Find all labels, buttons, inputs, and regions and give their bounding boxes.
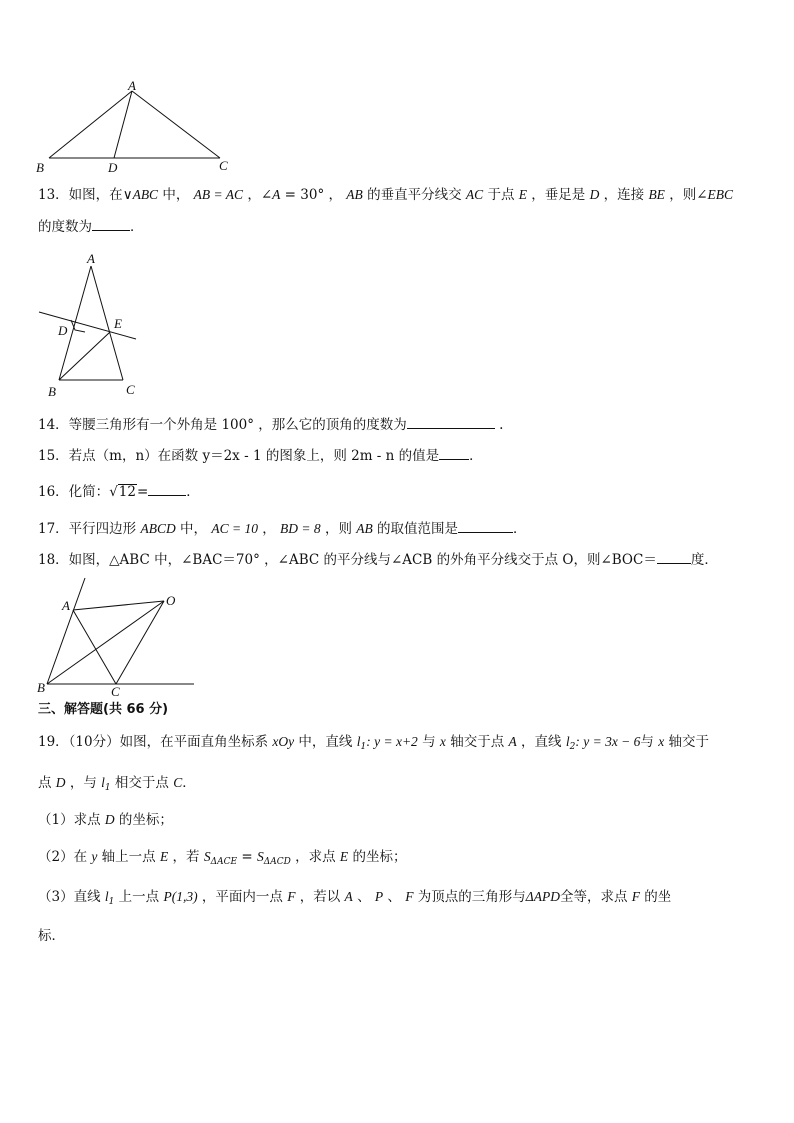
answer-blank [148, 483, 186, 496]
q19-text: 、 [383, 889, 406, 905]
q13-var: AC [465, 187, 484, 202]
q16-text: = [136, 484, 149, 500]
q19-text: 全等，求点 [559, 889, 632, 905]
q17-text: ． [513, 521, 527, 537]
label-a: A [87, 251, 95, 266]
q13-var: E [518, 187, 527, 202]
q19-eq: : y = 3x − 6 [575, 734, 641, 749]
q19-var: P(1,3) [163, 889, 198, 904]
q19-var: x [439, 734, 446, 749]
q13-var: A [272, 187, 281, 202]
label-c: C [219, 158, 228, 173]
answer-blank [92, 218, 130, 231]
q19-var: y [91, 849, 98, 864]
q19-text: ，平面内一点 [197, 889, 288, 905]
q19-var: D [55, 775, 66, 790]
figure-triangle-abd [30, 80, 240, 175]
q19-text: 中，直线 [294, 734, 357, 750]
q19-text: ． [182, 775, 196, 791]
q13-text: 中， [158, 187, 194, 203]
q19-var: l [104, 889, 109, 904]
q19-text: 的坐 [640, 889, 672, 905]
q19-text: ，若 [168, 849, 204, 865]
q19-var: l [356, 734, 361, 749]
q19-text: 相交于点 [110, 775, 174, 791]
q19-text: ，与 [65, 775, 102, 791]
q13-text: 13．如图，在 [38, 187, 123, 203]
q13-var: BE [648, 187, 665, 202]
q15-text: ． [469, 448, 483, 464]
q13-text: ，连接 [599, 187, 649, 203]
q13-text: ． [130, 219, 144, 235]
q13-text: 于点 [483, 187, 519, 203]
answer-blank [439, 447, 469, 460]
q13-var: EBC [707, 187, 734, 202]
q19-text: （3）直线 [38, 889, 105, 905]
q13-triangle: ∨ABC [122, 187, 159, 202]
q17-var: BD = 8 [280, 521, 321, 536]
q19-text: ，直线 [516, 734, 566, 750]
question-15 [38, 447, 483, 465]
figure-triangle-perpendicular-bisector [30, 250, 150, 400]
q19-var: A [344, 889, 353, 904]
label-o: O [166, 593, 176, 608]
q19-text: 19．（10分）如图，在平面直角坐标系 [38, 734, 273, 750]
question-14 [38, 416, 503, 434]
label-b: B [48, 384, 56, 399]
figure-triangle-angle-bisectors [30, 572, 220, 702]
q13-text: ，垂足是 [527, 187, 590, 203]
q13-var: AB [346, 187, 363, 202]
q13-var: D [589, 187, 600, 202]
q19-var: D [104, 812, 115, 827]
q19-var: F [405, 889, 414, 904]
q19-text: 轴上一点 [97, 849, 160, 865]
q19-text: 的坐标； [348, 849, 407, 865]
q13-text: 的垂直平分线交 [362, 187, 466, 203]
q19-text: ，若以 [295, 889, 345, 905]
q19-text: 与 [417, 734, 440, 750]
q17-text: ， [257, 521, 281, 537]
q19-var: S [256, 849, 264, 864]
question-16 [38, 483, 200, 501]
label-d: D [108, 160, 118, 175]
label-b: B [37, 680, 45, 695]
q19-var: F [287, 889, 296, 904]
q19-text: 与 [640, 734, 659, 750]
q13-text: ，∠ [243, 187, 273, 203]
label-a: A [128, 80, 136, 93]
answer-blank [458, 520, 513, 533]
question-19-line-1 [38, 733, 709, 756]
q19-var: l [101, 775, 105, 790]
q19-text: 上一点 [114, 889, 164, 905]
q17-var: AC = 10 [211, 521, 258, 536]
q19-var: E [159, 849, 169, 864]
q18-text: 度． [690, 552, 718, 568]
q13-eq: AB = AC [193, 187, 244, 202]
q19-sub: 1 [360, 742, 367, 752]
q13-text: ，则∠ [664, 187, 708, 203]
q19-sub: ΔACD [263, 857, 291, 867]
q19-text: （2）在 [38, 849, 92, 865]
q19-text: （1）求点 [38, 812, 105, 828]
question-19-part-2 [38, 848, 406, 871]
q16-radicand: 12 [118, 484, 136, 500]
label-b: B [36, 160, 44, 175]
q19-text: 、 [352, 889, 375, 905]
q19-var: A [508, 734, 517, 749]
question-19-line-2 [38, 774, 196, 797]
q19-sub: 1 [108, 897, 115, 907]
q19-var: x [658, 734, 665, 749]
q19-var: ΔAPD [525, 889, 560, 904]
q19-text: 点 [38, 775, 56, 791]
q19-var: C [173, 775, 183, 790]
question-13-line-2 [38, 218, 144, 236]
q19-sub: ΔACE [210, 857, 238, 867]
answer-blank [657, 551, 691, 564]
q17-var: AB [356, 521, 373, 536]
q14-text: . [494, 417, 504, 433]
q14-text: 14．等腰三角形有一个外角是 100° ，那么它的顶角的度数为 [38, 417, 407, 433]
q17-text: 中， [175, 521, 212, 537]
q19-text: 的坐标； [114, 812, 173, 828]
q19-var: S [203, 849, 211, 864]
q19-var: F [631, 889, 640, 904]
q19-var: l [565, 734, 570, 749]
question-17 [38, 520, 527, 538]
q17-var: ABCD [140, 521, 176, 536]
label-a: A [62, 598, 70, 613]
question-19-part-3 [38, 888, 671, 911]
q19-sub: 2 [569, 742, 576, 752]
q13-text: = 30° ， [280, 187, 347, 203]
section-heading: 三、解答题(共 66 分) [38, 702, 169, 717]
q16-text: 16．化简： [38, 484, 110, 500]
label-c: C [111, 684, 120, 699]
q16-text: ． [186, 484, 200, 500]
q19-text: 轴交于点 [445, 734, 509, 750]
q17-text: ，则 [320, 521, 357, 537]
q17-text: 17．平行四边形 [38, 521, 141, 537]
question-19-part-1 [38, 811, 173, 829]
q19-text: 轴交于 [664, 734, 710, 750]
q19-text: 标． [38, 928, 65, 944]
q15-text: 15．若点（m，n）在函数 y＝2x - 1 的图象上，则 2m - n 的值是 [38, 448, 440, 464]
label-c: C [126, 382, 135, 397]
answer-blank [407, 416, 495, 429]
q19-text: = [237, 849, 257, 865]
question-18 [38, 551, 718, 569]
q19-text: ，求点 [290, 849, 340, 865]
q19-text: 为顶点的三角形与 [413, 889, 526, 905]
question-19-part-3-line-2 [38, 927, 65, 945]
q19-var: E [339, 849, 349, 864]
label-d: D [58, 323, 68, 338]
q18-text: 18．如图，△ABC 中，∠BAC＝70° ，∠ABC 的平分线与∠ACB 的外角平分线交于点 O，则∠BOC＝ [38, 552, 657, 568]
q19-var: P [374, 889, 384, 904]
q19-eq: : y = x+2 [366, 734, 418, 749]
q13-text: 的度数为 [38, 219, 92, 235]
question-13-line-1 [38, 186, 733, 204]
q17-text: 的取值范围是 [372, 521, 459, 537]
q19-var: xOy [272, 734, 295, 749]
sqrt-sign: √ [109, 484, 118, 500]
label-e: E [114, 316, 122, 331]
q19-sub: 1 [104, 783, 111, 793]
